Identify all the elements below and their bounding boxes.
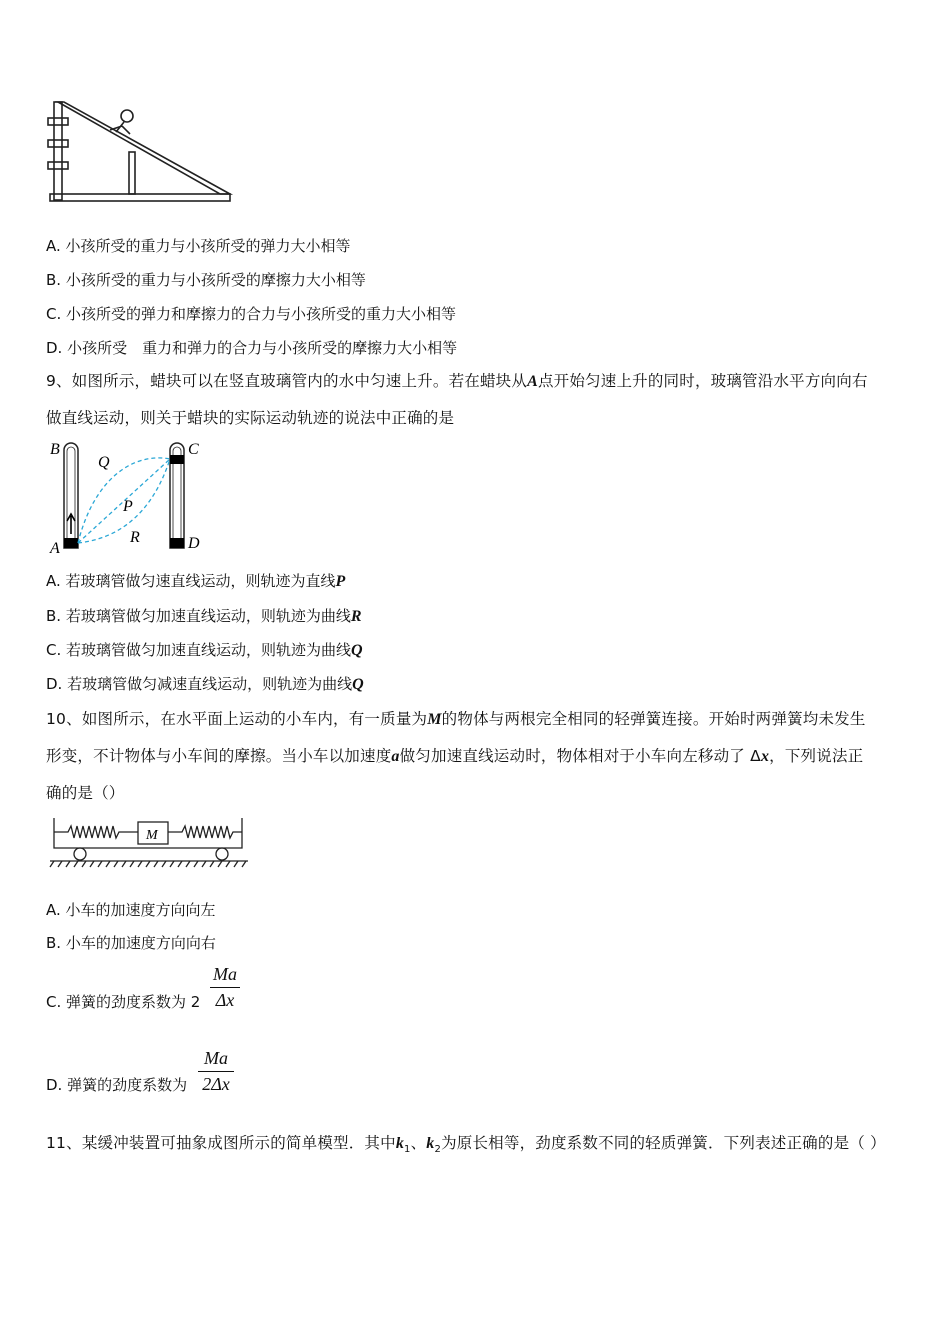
mass-label: M <box>146 828 158 843</box>
q10-option-c: C. 弹簧的劲度系数为 2 <box>46 993 201 1011</box>
slide-figure <box>44 96 234 208</box>
q10-option-d-fraction: Ma 2Δx <box>198 1048 234 1095</box>
label-c: C <box>188 441 199 458</box>
q10-option-c-fraction: Ma Δx <box>210 964 240 1011</box>
q10-option-a: A. 小车的加速度方向向左 <box>46 901 216 919</box>
q9-stem-line2: 做直线运动，则关于蜡块的实际运动轨迹的说法中正确的是 <box>46 409 455 427</box>
q8-option-c: C. 小孩所受的弹力和摩擦力的合力与小孩所受的重力大小相等 <box>46 305 457 323</box>
q10-option-b: B. 小车的加速度方向向右 <box>46 934 216 952</box>
label-p: P <box>123 498 133 515</box>
label-b: B <box>50 441 60 458</box>
q9-option-c: C. 若玻璃管做匀加速直线运动，则轨迹为曲线Q <box>46 641 363 659</box>
q10-stem-line2: 形变，不计物体与小车间的摩擦。当小车以加速度a做匀加速直线运动时，物体相对于小车向左移动了 Δx，下列说法正 <box>46 747 864 765</box>
q9-option-b: B. 若玻璃管做匀加速直线运动，则轨迹为曲线R <box>46 607 362 625</box>
q9-option-a: A. 若玻璃管做匀速直线运动，则轨迹为直线P <box>46 572 346 590</box>
label-r: R <box>130 529 140 546</box>
label-q: Q <box>98 454 110 471</box>
label-a: A <box>50 540 60 556</box>
q9-stem-line1: 9、如图所示，蜡块可以在竖直玻璃管内的水中匀速上升。若在蜡块从A点开始匀速上升的同时，玻璃管沿水平方向向右 <box>46 372 868 390</box>
q10-stem-line3: 确的是（） <box>46 784 125 802</box>
q10-stem-line1: 10、如图所示，在水平面上运动的小车内，有一质量为M的物体与两根完全相同的轻弹簧连接。开始时两弹簧均未发生 <box>46 710 866 728</box>
q9-option-d: D. 若玻璃管做匀减速直线运动，则轨迹为曲线Q <box>46 675 364 693</box>
q11-stem: 11、某缓冲装置可抽象成图所示的简单模型．其中$k_1$、$k_2$为原长相等，劲度系数不同的轻质弹簧．下列表述正确的是（ ） <box>46 1134 886 1156</box>
q9-tubes-figure <box>44 438 214 556</box>
q8-option-d: D. 小孩所受 重力和弹力的合力与小孩所受的摩擦力大小相等 <box>46 339 458 357</box>
q10-option-d: D. 弹簧的劲度系数为 <box>46 1076 188 1094</box>
q10-cart-figure <box>46 814 252 870</box>
q8-option-b: B. 小孩所受的重力与小孩所受的摩擦力大小相等 <box>46 271 366 289</box>
label-d: D <box>188 535 200 552</box>
q8-option-a: A. 小孩所受的重力与小孩所受的弹力大小相等 <box>46 237 351 255</box>
